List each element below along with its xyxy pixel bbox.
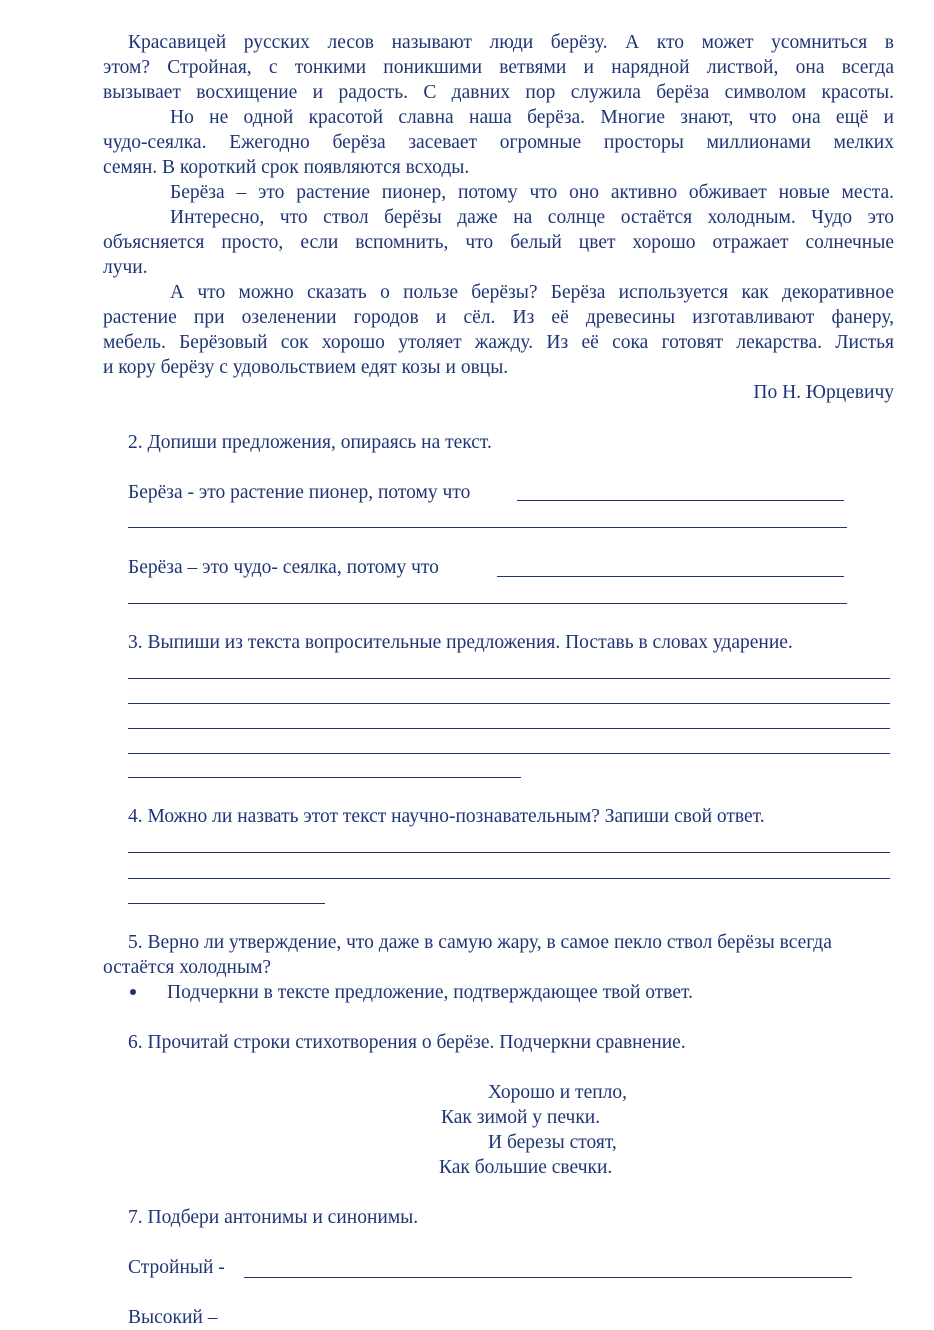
poem-line: Хорошо и тепло, [488,1082,628,1103]
text-line: лучи. [103,257,148,278]
passage-paragraph-2-cont [103,130,894,180]
passage-paragraph-4-cont [103,230,894,280]
passage-paragraph-3 [103,180,894,205]
task-2-sentence-1: Берёза - это растение пионер, потому что [128,482,471,503]
task-3-title: 3. Выпиши из текста вопросительные предложения. Поставь в словах ударение. [128,632,793,653]
answer-line[interactable] [128,728,890,729]
answer-line[interactable] [128,903,325,904]
text-line: Красавицей русских лесов называют люди берёзу. А кто может усомниться в [128,32,894,53]
text-line: Но не одной красотой славна наша берёза. Многие знают, что она ещё и [170,107,894,128]
task-7-word-2: Высокий – [128,1307,218,1328]
text-line: Берёза – это растение пионер, потому что оно активно обживает новые места. [170,182,894,203]
passage-paragraph-5-cont [103,305,894,380]
text-line: чудо-сеялка. Ежегодно берёза засевает огромные просторы миллионами мелких [103,132,894,153]
answer-line[interactable] [517,500,844,501]
task-5-title: 5. Верно ли утверждение, что даже в самую жару, в самое пекло ствол берёзы всегда [128,932,832,953]
text-line: семян. В короткий срок появляются всходы. [103,157,470,178]
answer-line[interactable] [497,576,844,577]
task-2-title: 2. Допиши предложения, опираясь на текст. [128,432,492,453]
text-line: Интересно, что ствол берёзы даже на солнце остаётся холодным. Чудо это [170,207,894,228]
text-line: мебель. Берёзовый сок хорошо утоляет жажду. Из её сока готовят лекарства. Листья [103,332,894,353]
text-line: вызывает восхищение и радость. С давних пор служила берёза символом красоты. [103,82,894,103]
answer-line[interactable] [244,1277,852,1278]
passage-paragraph-5 [103,280,894,305]
task-7-title: 7. Подбери антонимы и синонимы. [128,1207,419,1228]
text-line: и кору берёзу с удовольствием едят козы и овцы. [103,357,509,378]
bullet-icon [130,989,136,995]
task-6-title: 6. Прочитай строки стихотворения о берёзе. Подчеркни сравнение. [128,1032,686,1053]
task-2-sentence-2: Берёза – это чудо- сеялка, потому что [128,557,439,578]
task-5-title-cont: остаётся холодным? [103,957,272,978]
text-line: объясняется просто, если вспомнить, что белый цвет хорошо отражает солнечные [103,232,894,253]
answer-line[interactable] [128,878,890,879]
task-7-word-1: Стройный - [128,1257,225,1278]
answer-line[interactable] [128,603,847,604]
passage-paragraph-1 [103,30,894,55]
passage-paragraph-1-cont [103,55,894,105]
answer-line[interactable] [128,678,890,679]
text-line: А что можно сказать о пользе берёзы? Берёза используется как декоративное [170,282,894,303]
poem-line: Как большие свечки. [439,1157,613,1178]
passage-author: По Н. Юрцевичу [753,382,894,403]
text-line: этом? Стройная, с тонкими поникшими ветвями и нарядной листвой, она всегда [103,57,894,78]
answer-line[interactable] [128,527,847,528]
answer-line[interactable] [128,703,890,704]
passage-paragraph-4 [103,205,894,230]
answer-line[interactable] [128,777,521,778]
text-line: растение при озеленении городов и сёл. Из её древесины изготавливают фанеру, [103,307,894,328]
task-5-bullet-text: Подчеркни в тексте предложение, подтверждающее твой ответ. [167,982,693,1003]
poem-line: И березы стоят, [488,1132,617,1153]
passage-paragraph-2 [103,105,894,130]
poem-line: Как зимой у печки. [441,1107,601,1128]
task-4-title: 4. Можно ли назвать этот текст научно-познавательным? Запиши свой ответ. [128,806,765,827]
answer-line[interactable] [128,852,890,853]
answer-line[interactable] [128,753,890,754]
